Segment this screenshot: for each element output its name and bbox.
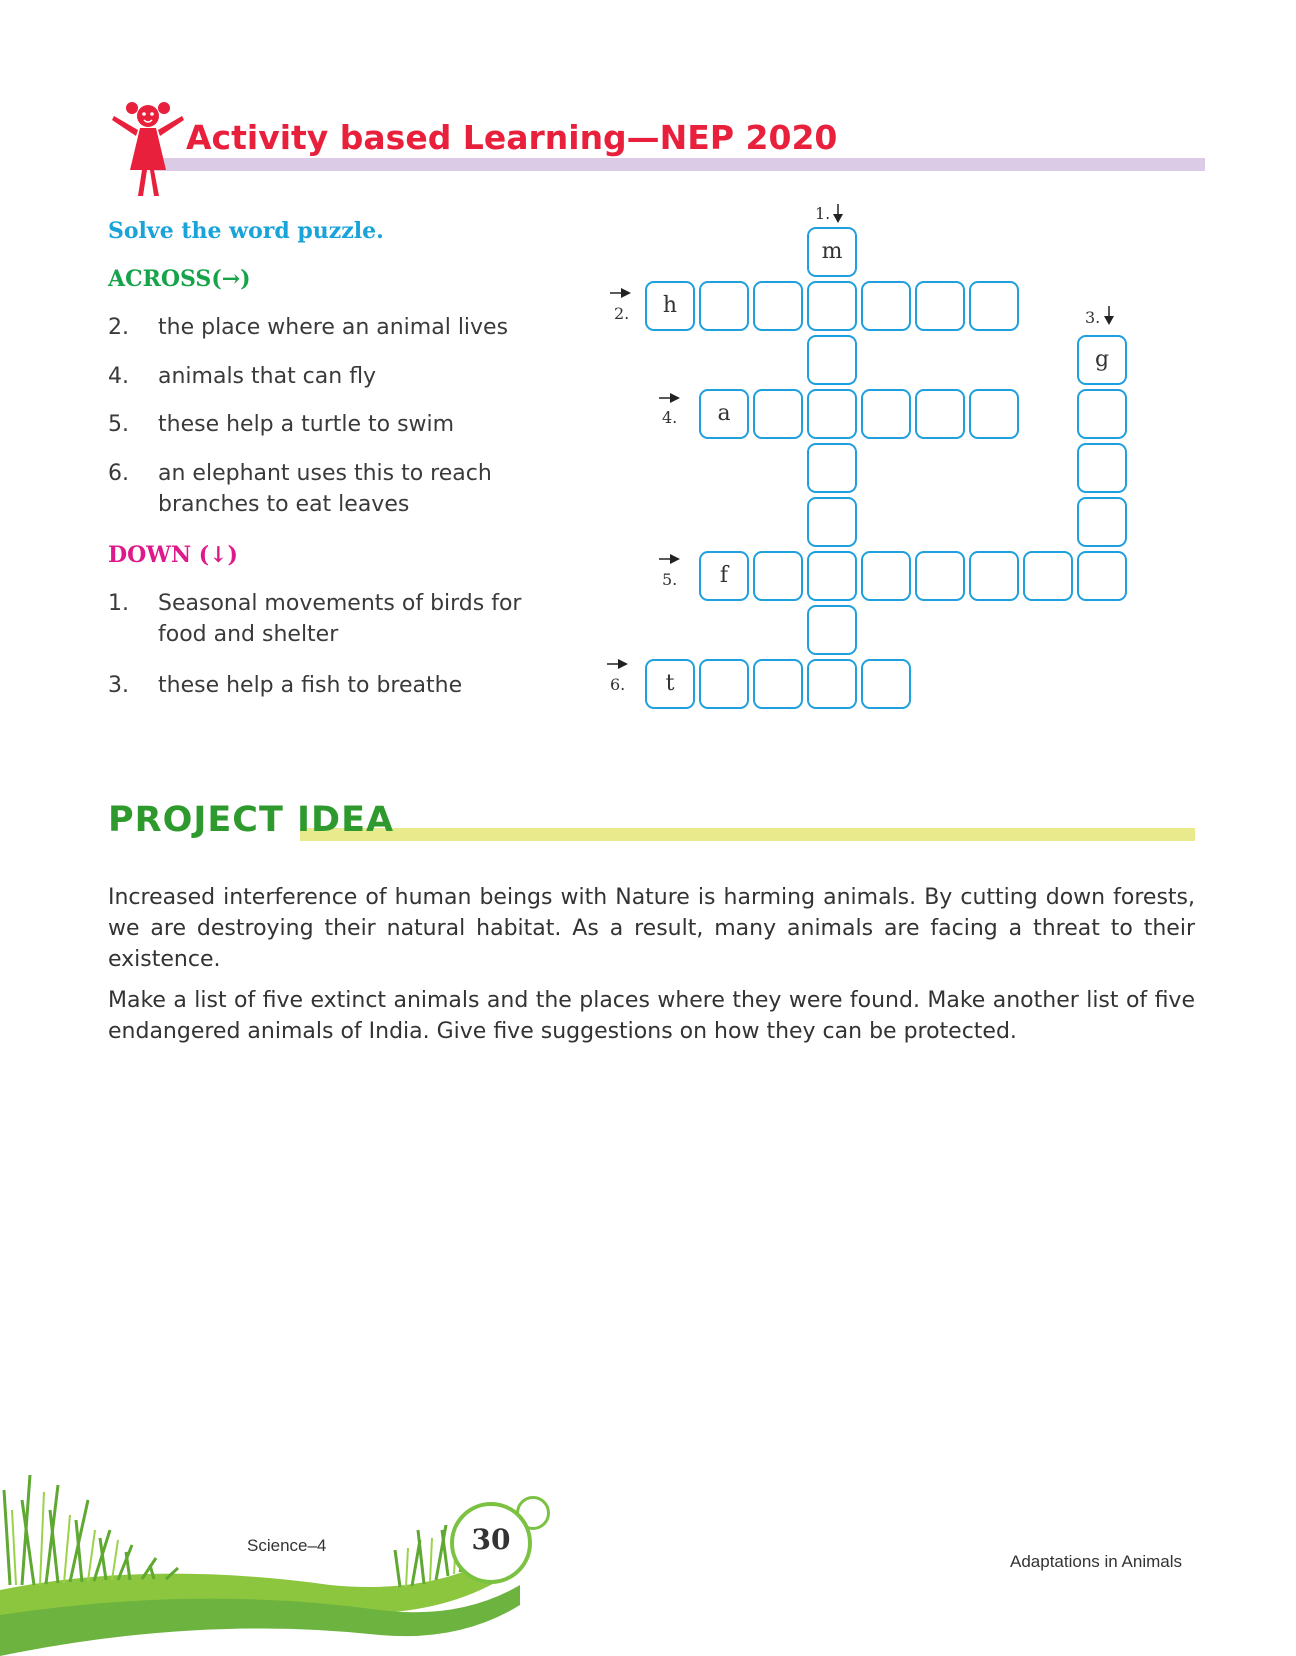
- crossword-cell[interactable]: [699, 659, 749, 709]
- header-bar: [150, 158, 1205, 171]
- arrow-right-icon: [659, 392, 681, 404]
- clue-text: these help a fish to breathe: [158, 673, 463, 698]
- arrow-right-icon: [610, 287, 632, 299]
- arrow-right-icon: [607, 658, 629, 670]
- crossword-cell[interactable]: h: [645, 281, 695, 331]
- arrow-down-icon: [1103, 306, 1115, 326]
- crossword-cell[interactable]: m: [807, 227, 857, 277]
- project-paragraph-2: Make a list of five extinct animals and the places where they were found. Make another list of five endangered animals of India. Give five suggestions on how they can be protected.: [108, 988, 1195, 1044]
- crossword-cell[interactable]: [753, 389, 803, 439]
- crossword-cell[interactable]: [861, 389, 911, 439]
- project-paragraph-1: Increased interference of human beings with Nature is harming animals. By cutting down forests, we are destroying their natural habitat. As a result, many animals are facing a threat to their existence.: [108, 885, 1195, 972]
- crossword-cell[interactable]: [699, 281, 749, 331]
- crossword-cell[interactable]: [753, 659, 803, 709]
- grid-number-5: 5.: [662, 570, 678, 589]
- grid-number-4: 4.: [662, 408, 678, 427]
- footer-book-title: Science–4: [247, 1536, 327, 1555]
- page-number: 30: [471, 1523, 511, 1556]
- crossword-cell[interactable]: [1077, 389, 1127, 439]
- crossword-cell[interactable]: [969, 389, 1019, 439]
- clue-number: 3.: [108, 673, 129, 698]
- across-heading: ACROSS(→): [108, 266, 251, 292]
- crossword-cell[interactable]: [807, 443, 857, 493]
- grid-number-3: 3.: [1085, 308, 1101, 327]
- page-title: Activity based Learning—NEP 2020: [186, 118, 838, 157]
- project-title: PROJECT IDEA: [108, 800, 395, 840]
- crossword-cell[interactable]: [861, 281, 911, 331]
- crossword-cell[interactable]: t: [645, 659, 695, 709]
- clue-text: animals that can fly: [158, 364, 377, 389]
- grid-number-2: 2.: [614, 304, 630, 323]
- crossword-cell[interactable]: [1023, 551, 1073, 601]
- project-bar: [300, 828, 1195, 841]
- crossword-cell[interactable]: [753, 281, 803, 331]
- clue-number: 5.: [108, 412, 129, 437]
- crossword-cell[interactable]: [969, 551, 1019, 601]
- crossword-cell[interactable]: [861, 551, 911, 601]
- grid-number-6: 6.: [610, 675, 626, 694]
- crossword-cell[interactable]: [915, 389, 965, 439]
- down-heading: DOWN (↓): [108, 542, 238, 568]
- crossword-cell[interactable]: g: [1077, 335, 1127, 385]
- crossword-cell[interactable]: [807, 497, 857, 547]
- crossword-cell[interactable]: [1077, 551, 1127, 601]
- crossword-cell[interactable]: [807, 659, 857, 709]
- crossword-cell[interactable]: [861, 659, 911, 709]
- clue-text: the place where an animal lives: [158, 315, 509, 340]
- crossword-cell[interactable]: [915, 551, 965, 601]
- puzzle-instruction: Solve the word puzzle.: [108, 218, 384, 244]
- crossword-cell[interactable]: [807, 551, 857, 601]
- arrow-down-icon: [832, 204, 844, 224]
- clue-text: these help a turtle to swim: [158, 412, 455, 437]
- crossword-cell[interactable]: [807, 605, 857, 655]
- crossword-cell[interactable]: [807, 389, 857, 439]
- clue-number: 2.: [108, 315, 129, 340]
- clue-text: an elephant uses this to reach branches to eat leaves: [158, 461, 492, 517]
- crossword-cell[interactable]: a: [699, 389, 749, 439]
- crossword-cell[interactable]: [1077, 443, 1127, 493]
- crossword-cell[interactable]: [807, 281, 857, 331]
- crossword-cell[interactable]: [969, 281, 1019, 331]
- clue-text: Seasonal movements of birds for food and shelter: [158, 591, 522, 647]
- clue-number: 4.: [108, 364, 129, 389]
- girl-mascot-icon: [108, 98, 188, 198]
- crossword-cell[interactable]: [915, 281, 965, 331]
- footer-chapter-title: Adaptations in Animals: [1010, 1552, 1182, 1571]
- arrow-right-icon: [659, 553, 681, 565]
- crossword-cell[interactable]: [753, 551, 803, 601]
- clue-number: 6.: [108, 461, 129, 486]
- crossword-cell[interactable]: f: [699, 551, 749, 601]
- clue-number: 1.: [108, 591, 129, 616]
- grid-number-1: 1.: [815, 204, 831, 223]
- crossword-cell[interactable]: [1077, 497, 1127, 547]
- crossword-cell[interactable]: [807, 335, 857, 385]
